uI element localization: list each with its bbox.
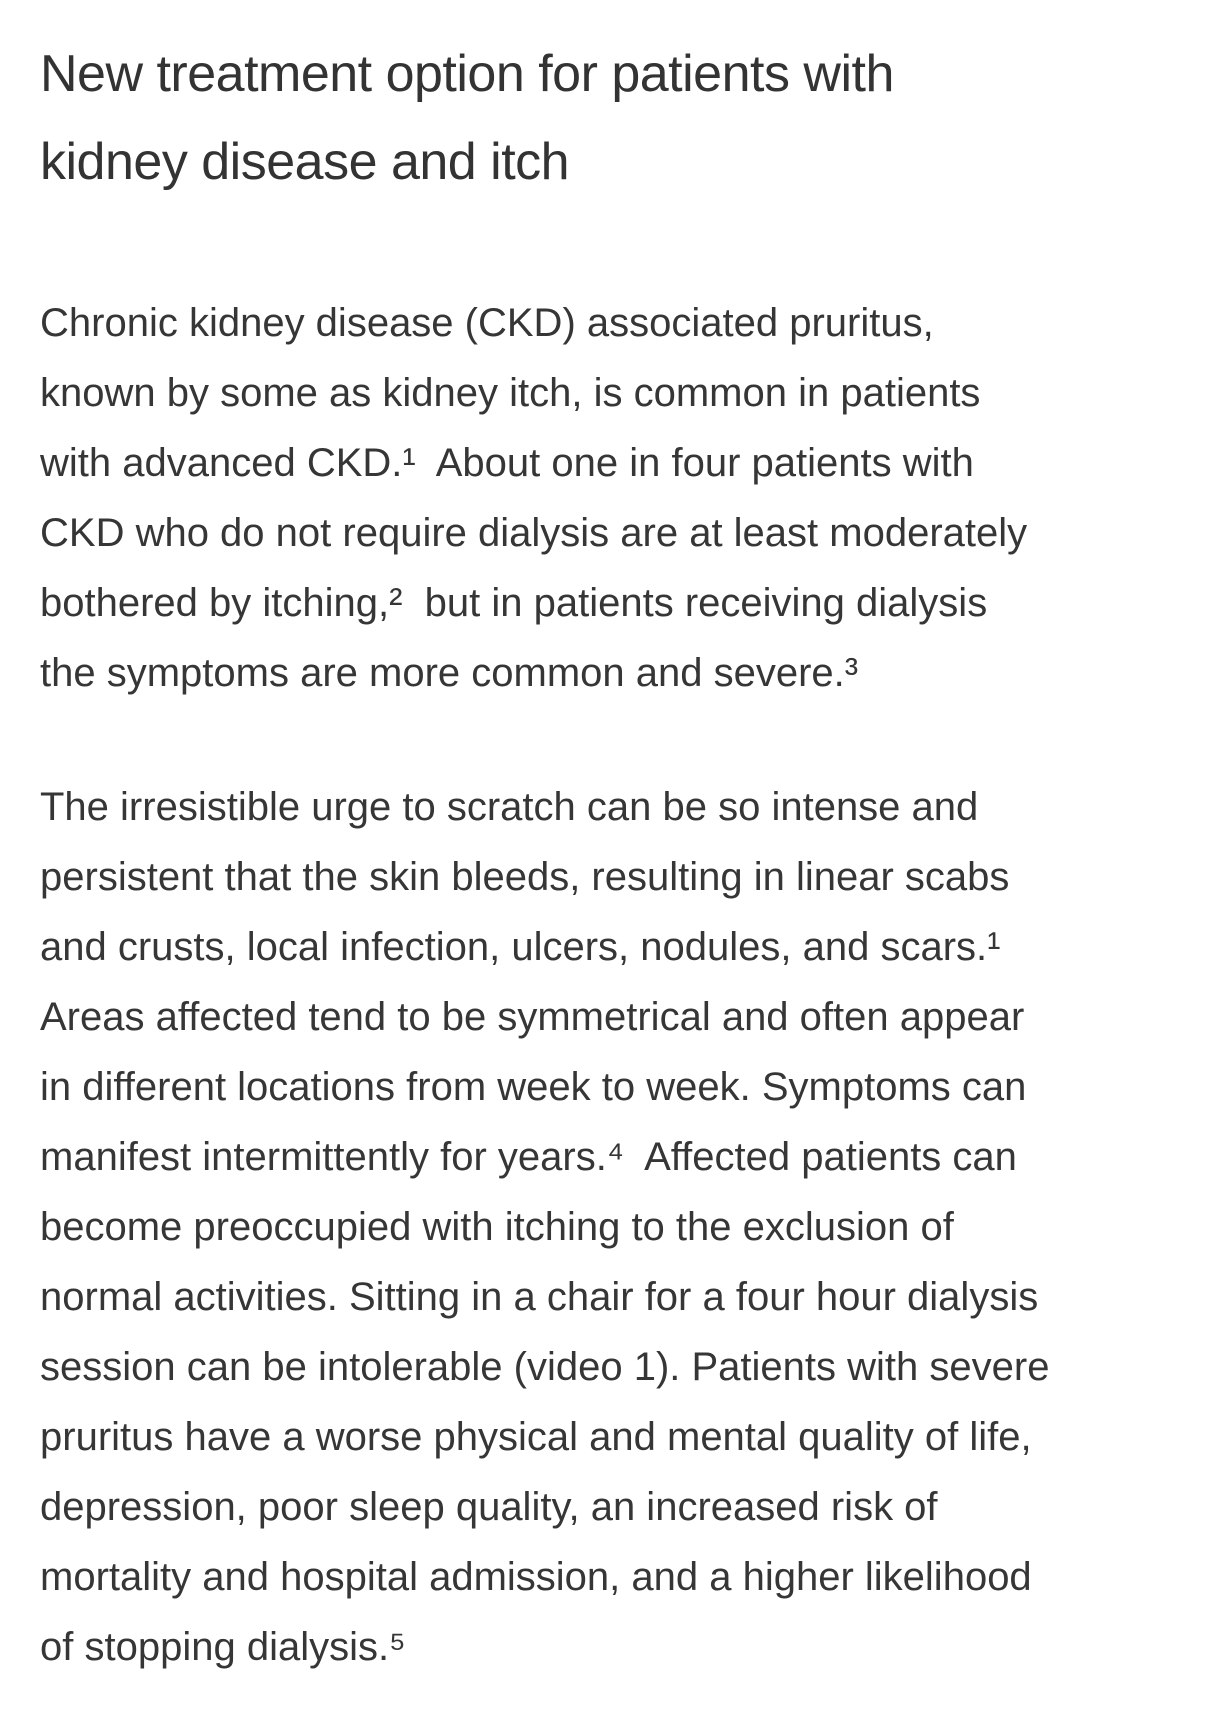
article-paragraph-1: Chronic kidney disease (CKD) associated pruritus, known by some as kidney itch, is common in patients with advanced CKD.¹ About one in four patients with CKD who do not require dialysis are at least moderately bothered by itching,² but in patients receiving dialysis the symptoms are more common and severe.³ xyxy=(40,301,1039,695)
article-title: New treatment option for patients with kidney disease and itch xyxy=(40,45,894,191)
article-body xyxy=(40,0,1061,1682)
article-paragraph-2: The irresistible urge to scratch can be so intense and persistent that the skin bleeds, resulting in linear scabs and crusts, local infection, ulcers, nodules, and scars.¹ Areas affected tend to be symmetrical and often appear in different locations from week to week. Symptoms can manifest intermittently for years.⁴ Affected patients can become preoccupied with itching to the exclusion of normal activities. Sitting in a chair for a four hour dialysis session can be intolerable (video 1). Patients with severe pruritus have a worse physical and mental quality of life, depression, poor sleep quality, an increased risk of mortality and hospital admission, and a higher likelihood of stopping dialysis.⁵ xyxy=(40,785,1061,1669)
